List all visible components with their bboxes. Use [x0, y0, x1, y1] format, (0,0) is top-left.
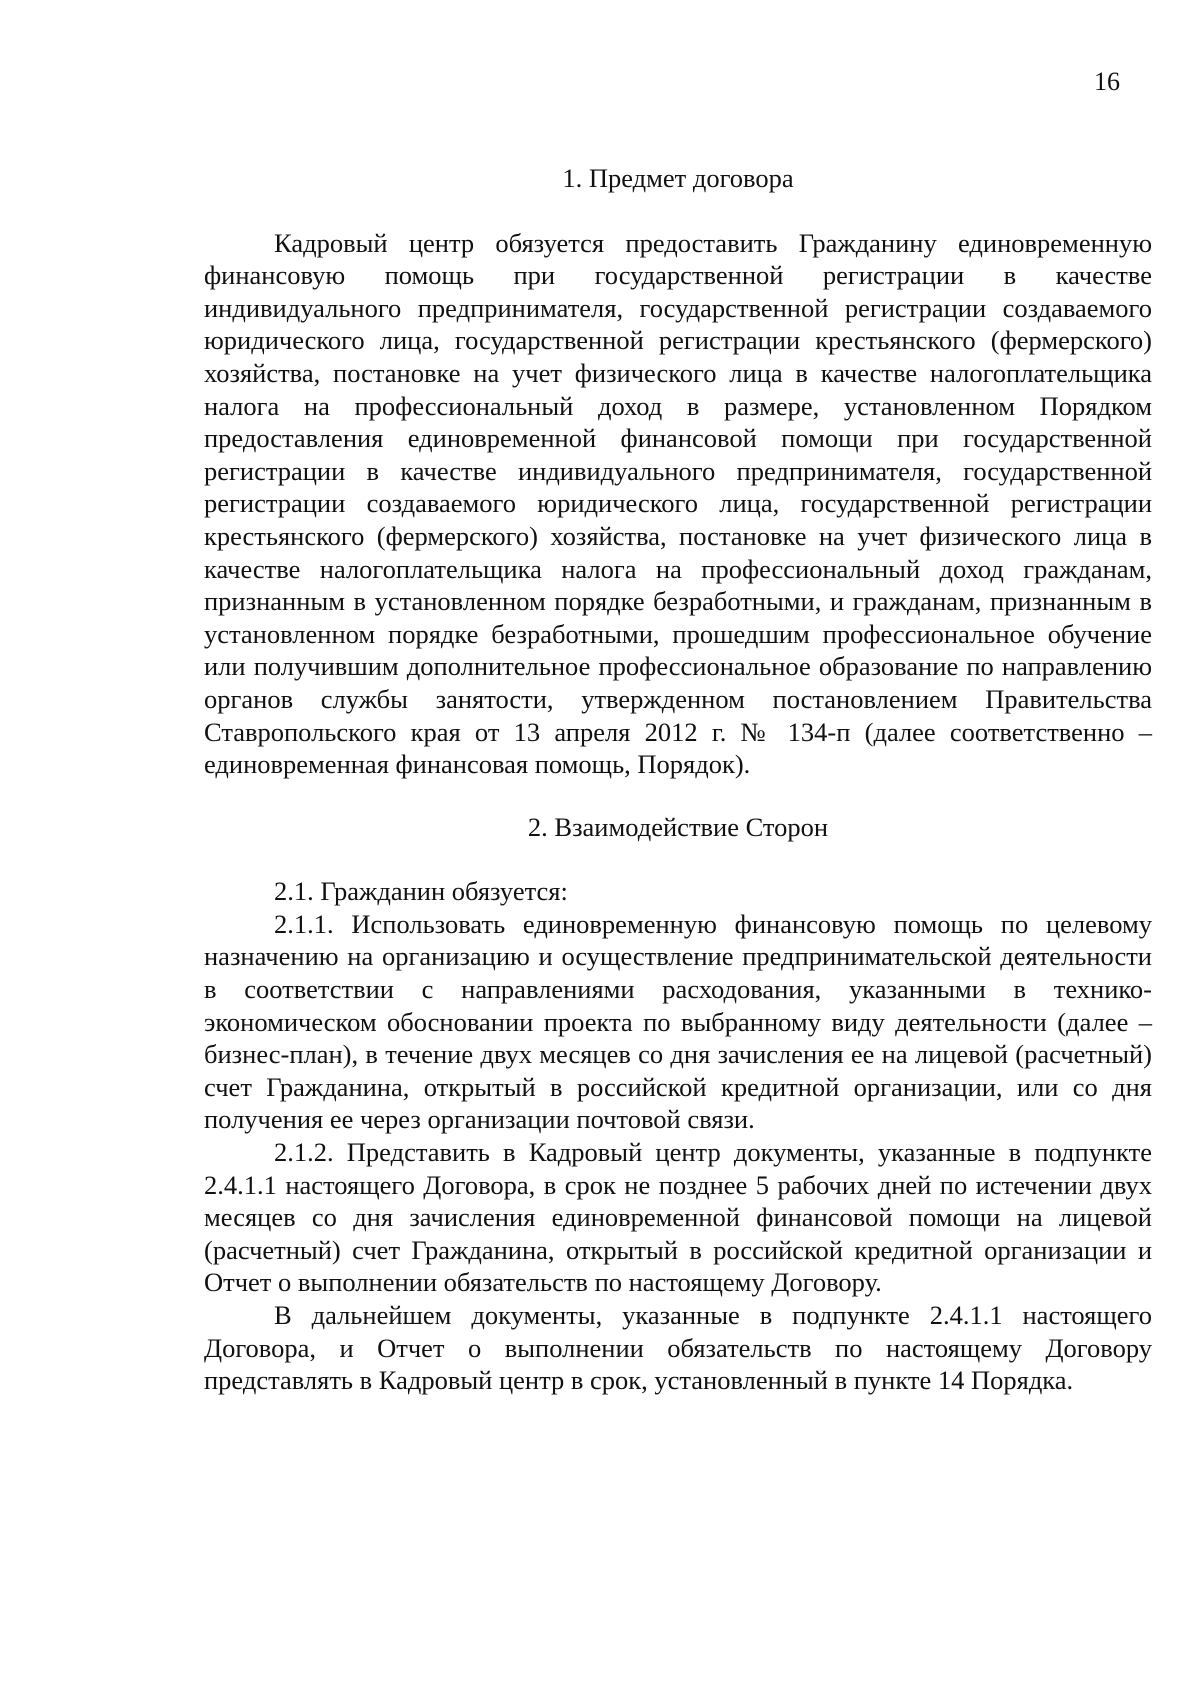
section-2-heading: 2. Взаимодействие Сторон: [527, 811, 829, 842]
section-1-paragraph: Кадровый центр обязуется предоставить Гражданину единовременную финансовую помощь при государственной регистрации в качестве индивидуального предпринимателя, государственной регистрации создаваемого юридического лица, государственной регистрации крестьянского (фермерского) хозяйства, постановке на учет физического лица в качестве налогоплательщика налога на профессиональный доход в размере, установленном Порядком предоставления единовременной финансовой помощи при государственной регистрации в качестве индивидуального предпринимателя, государственной регистрации создаваемого юридического лица, государственной регистрации крестьянского (фермерского) хозяйства, постановке на учет физического лица в качестве налогоплательщика налога на профессиональный доход гражданам, признанным в установленном порядке безработными, и гражданам, признанным в установленном порядке безработными, прошедшим профессиональное обучение или получившим дополнительное профессиональное образование по направлению органов службы занятости, утвержденном постановлением Правительства Ставропольского края от 13 апреля 2012 г. № 134-п (далее соответственно – единовременная финансовая помощь, Порядок).: [204, 227, 1152, 780]
clause-2-1-1: 2.1.1. Использовать единовременную финансовую помощь по целевому назначению на организацию и осуществление предпринимательской деятельности в соответствии с направлениями расходования, указанными в технико-экономическом обосновании проекта по выбранному виду деятельности (далее – бизнес-план), в течение двух месяцев со дня зачисления ее на лицевой (расчетный) счет Гражданина, открытый в российской кредитной организации, или со дня получения ее через организации почтовой связи.: [204, 908, 1152, 1135]
section-1-heading: 1. Предмет договора: [562, 163, 794, 193]
document-body: [204, 162, 1152, 1397]
page-number: 16: [1094, 67, 1120, 96]
clause-2-1-2: 2.1.2. Представить в Кадровый центр документы, указанные в подпункте 2.4.1.1 настоящего Договора, в срок не позднее 5 рабочих дней по истечении двух месяцев со дня зачисления единовременной финансовой помощи на лицевой (расчетный) счет Гражданина, открытый в российской кредитной организации и Отчет о выполнении обязательств по настоящему Договору.: [204, 1137, 1152, 1298]
clause-2-1: 2.1. Гражданин обязуется:: [274, 876, 568, 907]
clause-further-documents: В дальнейшем документы, указанные в подпункте 2.4.1.1 настоящего Договора, и Отчет о выполнении обязательств по настоящему Договору представлять в Кадровый центр в срок, установленный в пункте 14 Порядка.: [204, 1300, 1152, 1396]
